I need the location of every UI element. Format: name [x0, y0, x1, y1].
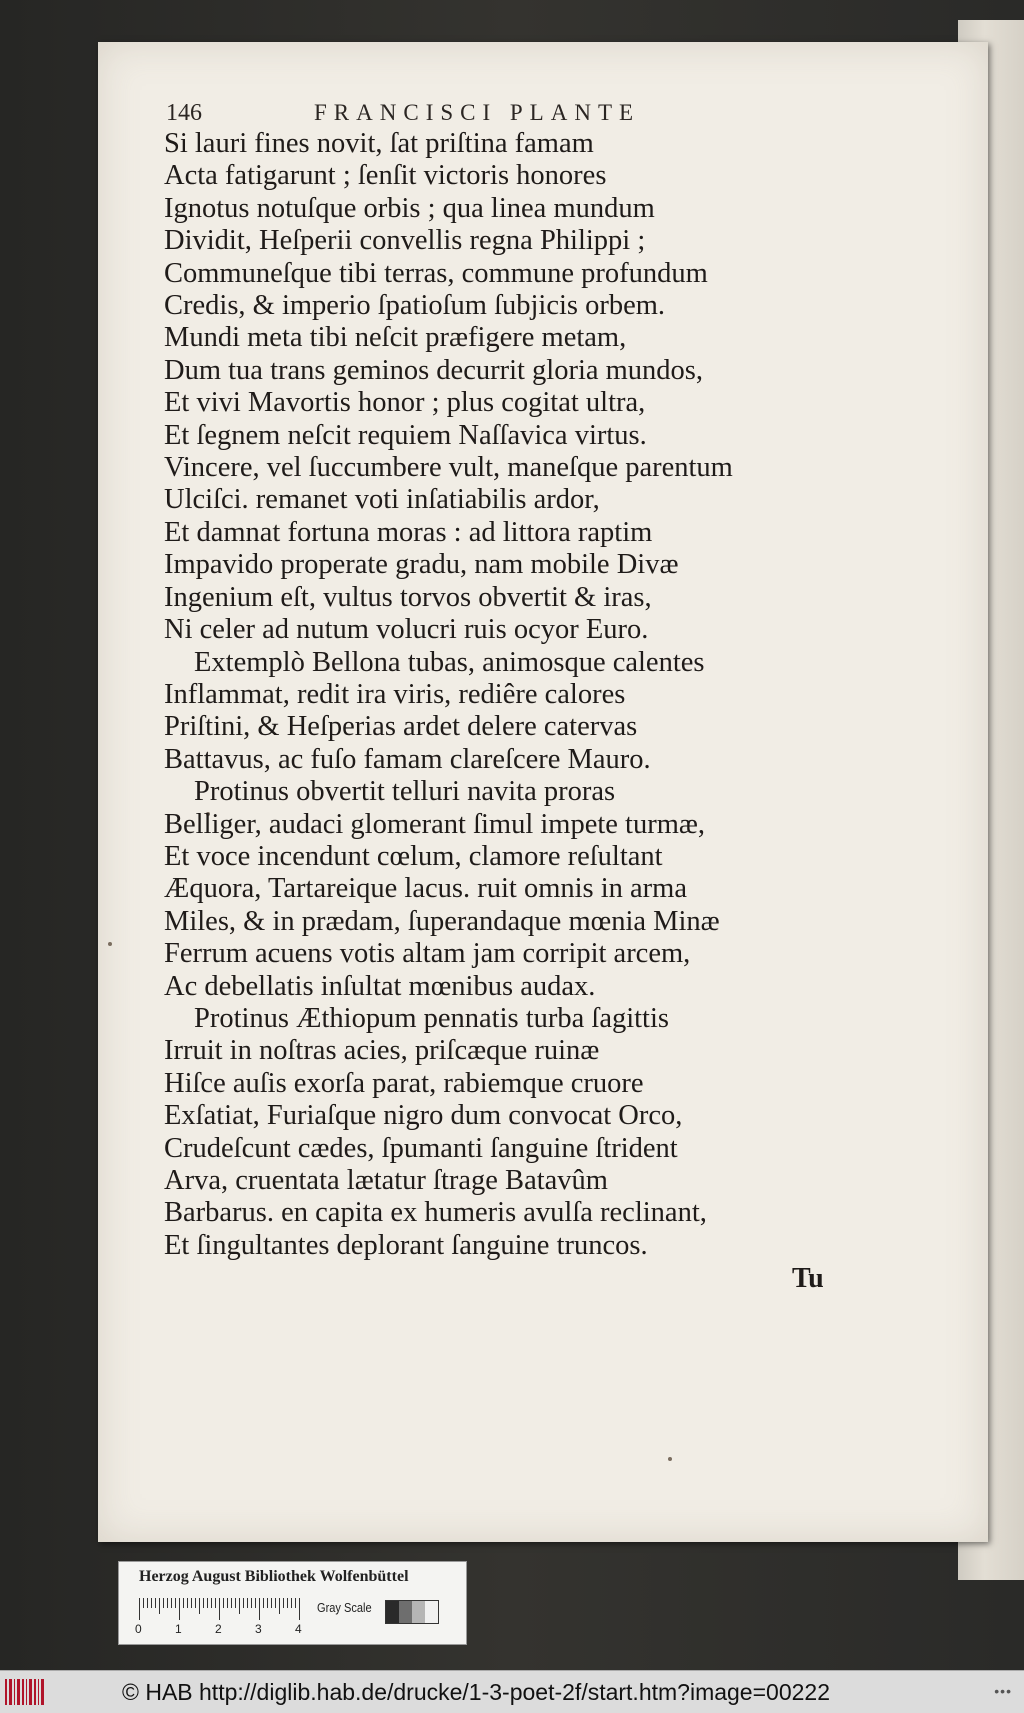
ruler-tick	[291, 1598, 292, 1608]
gray-swatch	[425, 1601, 438, 1623]
verse-line: Crudeſcunt cædes, ſpumanti ſanguine ſtrident	[164, 1132, 678, 1164]
ruler-tick	[207, 1598, 208, 1608]
verse-line: Exſatiat, Furiaſque nigro dum convocat Orco,	[164, 1100, 683, 1132]
verse-line: Si lauri fines novit, ſat priſtina famam	[164, 128, 594, 159]
verse-line: Ferrum acuens votis altam jam corripit arcem,	[164, 938, 691, 970]
ruler-tick	[183, 1598, 184, 1608]
ruler-tick	[271, 1598, 272, 1608]
verse-line: Protinus obvertit telluri navita proras	[194, 776, 616, 808]
ruler-tick	[283, 1598, 284, 1608]
ruler-tick	[279, 1598, 280, 1614]
verse-line: Ni celer ad nutum volucri ruis ocyor Euro.	[164, 614, 649, 646]
ruler-tick	[243, 1598, 244, 1608]
ruler-tick	[219, 1598, 220, 1620]
ruler-tick	[203, 1598, 204, 1608]
paper-speck	[668, 1457, 672, 1461]
ruler-tick	[295, 1598, 296, 1608]
verse-line: Ingenium eſt, vultus torvos obvertit & iras,	[164, 581, 652, 613]
ruler-tick	[159, 1598, 160, 1614]
ruler-tick	[287, 1598, 288, 1608]
measurement-ruler	[139, 1598, 424, 1622]
ruler-tick	[299, 1598, 300, 1620]
verse-line: Et damnat fortuna moras : ad littora raptim	[164, 516, 653, 548]
ruler-labels	[135, 1622, 435, 1638]
ruler-tick	[255, 1598, 256, 1608]
verse-line: Et voce incendunt cœlum, clamore reſultant	[164, 840, 663, 872]
ruler-label: 3	[255, 1622, 262, 1636]
ruler-tick	[231, 1598, 232, 1608]
more-options-icon[interactable]: •••	[994, 1683, 1012, 1699]
verse-line: Mundi meta tibi neſcit præfigere metam,	[164, 322, 627, 354]
gray-scale-label: Gray Scale	[317, 1600, 372, 1615]
verse-line: Hiſce auſis exorſa parat, rabiemque cruore	[164, 1067, 644, 1099]
catchword: Tu	[792, 1263, 824, 1294]
verse-line: Priſtini, & Heſperias ardet delere catervas	[164, 711, 638, 743]
gray-scale-card	[118, 1561, 467, 1645]
page-number: 146	[166, 100, 202, 126]
verse-line: Acta fatigarunt ; ſenſit victoris honores	[164, 160, 607, 192]
ruler-tick	[215, 1598, 216, 1608]
verse-line: Battavus, ac fuſo famam clareſcere Mauro.	[164, 743, 651, 775]
ruler-tick	[163, 1598, 164, 1608]
ruler-label: 2	[215, 1622, 222, 1636]
ruler-tick	[247, 1598, 248, 1608]
ruler-label: 0	[135, 1622, 142, 1636]
ruler-tick	[267, 1598, 268, 1608]
ruler-tick	[171, 1598, 172, 1608]
gray-scale-swatches	[385, 1600, 439, 1624]
ruler-tick	[147, 1598, 148, 1608]
library-name: Herzog August Bibliothek Wolfenbüttel	[139, 1568, 409, 1585]
running-head	[166, 100, 806, 127]
verse-line: Vincere, vel ſuccumbere vult, maneſque parentum	[164, 452, 733, 484]
ruler-tick	[275, 1598, 276, 1608]
ruler-tick	[199, 1598, 200, 1614]
ruler-tick	[227, 1598, 228, 1608]
verse-line: Ac debellatis inſultat mœnibus audax.	[164, 970, 596, 1002]
gray-swatch	[386, 1601, 399, 1623]
ruler-tick	[223, 1598, 224, 1608]
ruler-tick	[235, 1598, 236, 1608]
ruler-label: 4	[295, 1622, 302, 1636]
verse-line: Arva, cruentata lætatur ſtrage Batavûm	[164, 1165, 608, 1196]
verse-line: Credis, & imperio ſpatioſum ſubjicis orbem.	[164, 290, 666, 322]
ruler-tick	[179, 1598, 180, 1620]
verse-line: Irruit in noſtras acies, priſcæque ruinæ	[164, 1035, 600, 1067]
ruler-tick	[155, 1598, 156, 1608]
verse-line: Inflammat, redit ira viris, rediêre calores	[164, 678, 626, 710]
ruler-tick	[167, 1598, 168, 1608]
ruler-tick	[251, 1598, 252, 1608]
verse-line: Ulciſci. remanet voti inſatiabilis ardor,	[164, 484, 600, 516]
ruler-tick	[211, 1598, 212, 1608]
ruler-tick	[195, 1598, 196, 1608]
ruler-tick	[187, 1598, 188, 1608]
source-url-text: © HAB http://diglib.hab.de/drucke/1-3-poet-2f/start.htm?image=00222	[122, 1678, 830, 1705]
gray-swatch	[399, 1601, 412, 1623]
verse-line: Dum tua trans geminos decurrit gloria mundos,	[164, 354, 704, 386]
barcode-icon	[4, 1675, 50, 1709]
ruler-tick	[151, 1598, 152, 1608]
verse-line: Ignotus notuſque orbis ; qua linea mundum	[164, 192, 655, 224]
ruler-label: 1	[175, 1622, 182, 1636]
ruler-tick	[143, 1598, 144, 1608]
verse-line: Et ſingultantes deplorant ſanguine truncos.	[164, 1229, 648, 1261]
verse-line: Miles, & in prædam, ſuperandaque mœnia Minæ	[164, 905, 720, 937]
ruler-tick	[175, 1598, 176, 1608]
ruler-tick	[263, 1598, 264, 1608]
paper-speck	[108, 942, 112, 946]
verse-line: Impavido properate gradu, nam mobile Divæ	[164, 549, 679, 581]
verse-line: Dividit, Heſperii convellis regna Philippi ;	[164, 225, 646, 257]
verse-line: Communeſque tibi terras, commune profundum	[164, 257, 708, 289]
ruler-tick	[239, 1598, 240, 1614]
ruler-tick	[139, 1598, 140, 1620]
verse-line: Et vivi Mavortis honor ; plus cogitat ultra,	[164, 387, 646, 419]
verse-text-block	[164, 128, 804, 1262]
verse-line: Belliger, audaci glomerant ſimul impete turmæ,	[164, 808, 706, 840]
verse-line: Barbarus. en capita ex humeris avulſa reclinant,	[164, 1197, 707, 1229]
gray-swatch	[412, 1601, 425, 1623]
ruler-tick	[259, 1598, 260, 1620]
footer-bar	[0, 1670, 1024, 1713]
verse-line: Extemplò Bellona tubas, animosque calentes	[194, 646, 705, 678]
verse-line: Et ſegnem neſcit requiem Naſſavica virtus.	[164, 419, 647, 451]
running-title: FRANCISCI PLANTE	[314, 100, 641, 125]
verse-line: Æquora, Tartareique lacus. ruit omnis in arma	[164, 873, 687, 905]
ruler-tick	[191, 1598, 192, 1608]
verse-line: Protinus Æthiopum pennatis turba ſagittis	[194, 1002, 669, 1034]
